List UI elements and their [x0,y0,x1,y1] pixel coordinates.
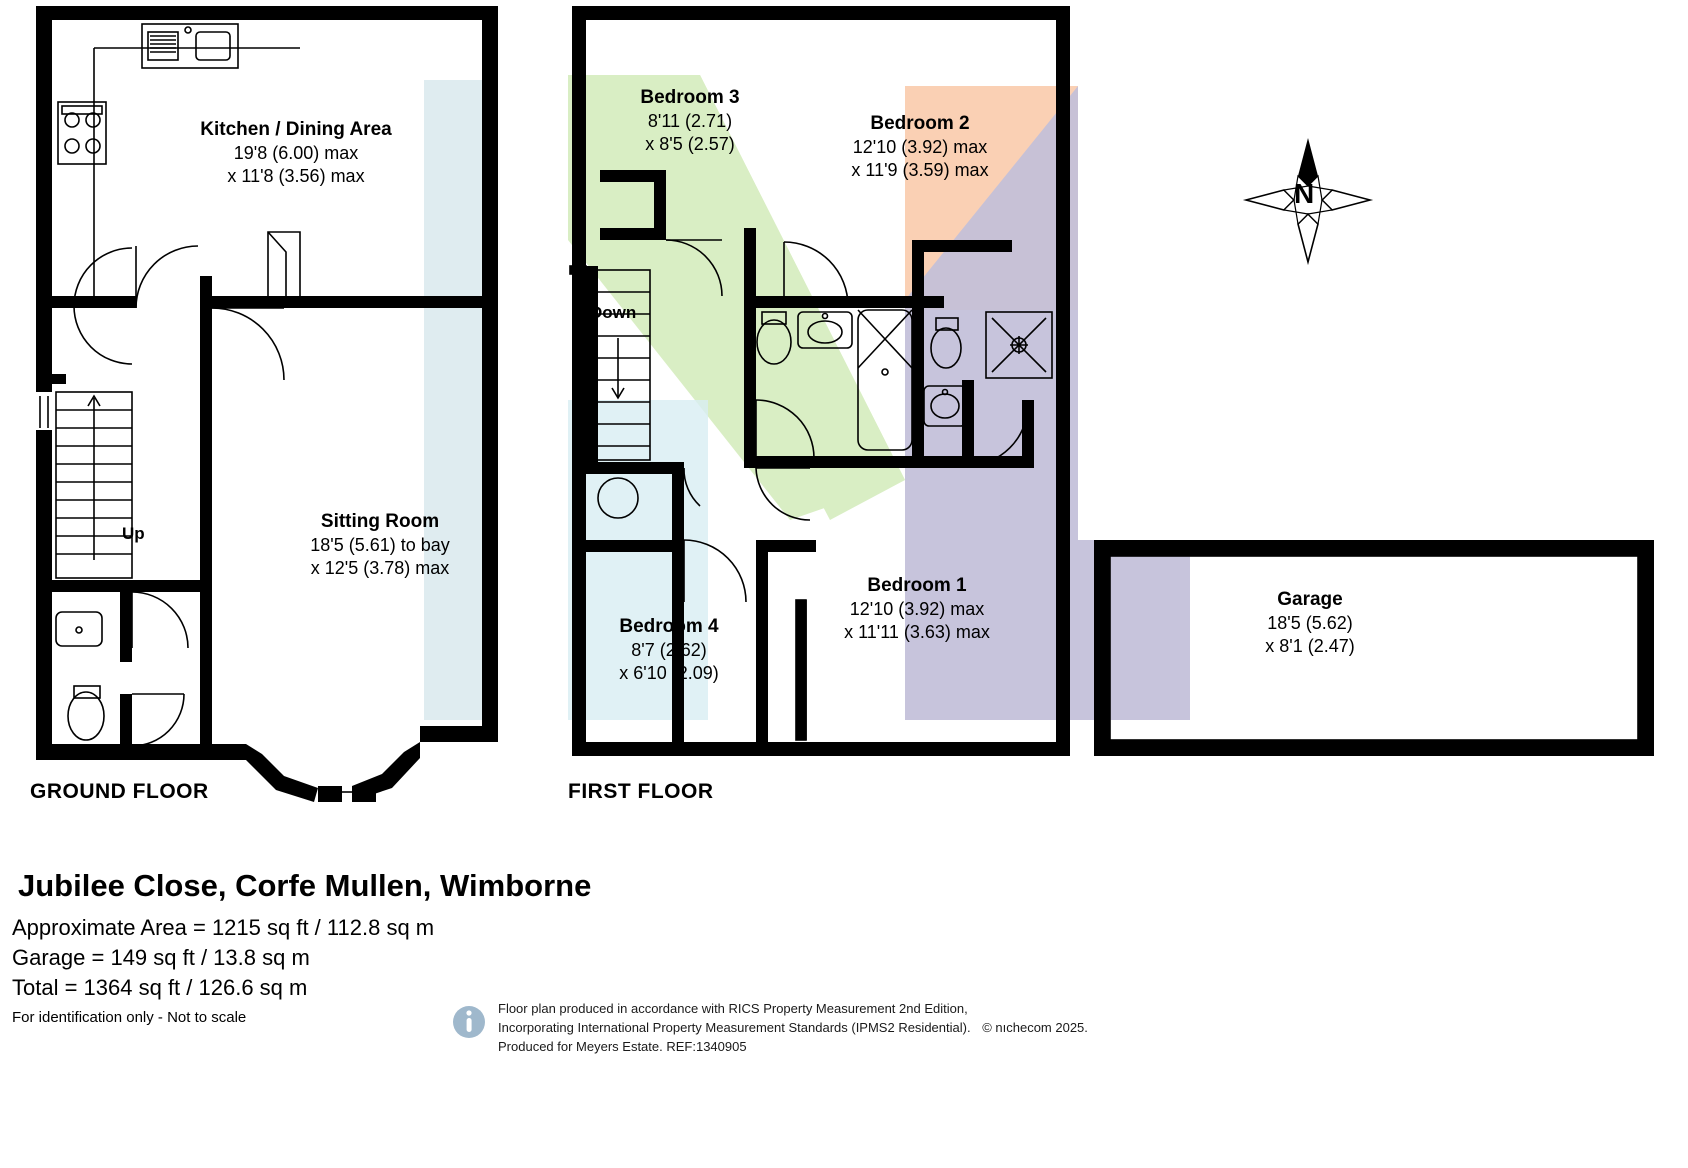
room-dimension-2: x 11'11 (3.63) max [844,622,990,643]
stairs-down-label: Down [590,303,637,322]
floor-label-first: FIRST FLOOR [568,780,714,803]
footer-line-2: Incorporating International Property Measurement Standards (IPMS2 Residential). [498,1019,971,1035]
room-dimension-2: x 6'10 (2.09) [619,663,719,684]
room-label-bedroom-2 [760,112,1080,182]
stairs-up-label: Up [122,524,145,543]
room-dimension-1: 12'10 (3.92) max [852,137,988,158]
disclaimer-text: For identification only - Not to scale [12,1009,247,1026]
room-dimension-2: x 11'9 (3.59) max [851,160,989,181]
room-dimension-1: 8'7 (2.62) [631,640,707,661]
room-label-sitting-room [180,510,580,580]
room-dimension-1: 18'5 (5.61) to bay [310,535,450,556]
room-label-kitchen-dining-area [96,118,496,188]
room-dimension-2: x 11'8 (3.56) max [227,166,365,187]
ground-stairs [56,392,132,578]
floor-label-ground: GROUND FLOOR [30,780,209,803]
footer-credits [498,1000,1088,1057]
footer-line-3: Produced for Meyers Estate. REF:1340905 [498,1038,747,1054]
room-dimension-2: x 8'1 (2.47) [1265,636,1355,657]
room-name: Bedroom 1 [867,575,967,596]
room-dimension-1: 12'10 (3.92) max [849,599,985,620]
room-name: Garage [1277,589,1343,610]
room-dimension-1: 8'11 (2.71) [647,111,733,132]
room-dimension-2: x 8'5 (2.57) [645,134,735,155]
ground-doors [74,246,284,746]
page-title: Jubilee Close, Corfe Mullen, Wimborne [18,868,592,903]
footer-copyright: © nıchecom 2025. [982,1019,1088,1035]
compass-north-label: N [1294,178,1315,209]
garage-area-text: Garage = 149 sq ft / 13.8 sq m [12,945,310,970]
info-icon [453,1006,485,1038]
cloakroom-fittings [56,612,104,740]
room-name: Bedroom 3 [640,87,740,108]
room-label-bedroom-4 [519,615,819,685]
room-name: Bedroom 2 [870,113,970,134]
room-name: Kitchen / Dining Area [200,119,392,140]
footer-line-1: Floor plan produced in accordance with RICS Property Measurement 2nd Edition, [498,1001,968,1016]
room-dimension-1: 18'5 (5.62) [1267,613,1353,634]
total-area-text: Total = 1364 sq ft / 126.6 sq m [12,975,308,1000]
room-name: Sitting Room [320,511,440,532]
room-name: Bedroom 4 [619,616,719,637]
room-label-garage [1160,588,1460,658]
approximate-area-text: Approximate Area = 1215 sq ft / 112.8 sq m [12,915,435,940]
room-dimension-1: 19'8 (6.00) max [233,143,359,164]
room-dimension-2: x 12'5 (3.78) max [310,558,450,579]
